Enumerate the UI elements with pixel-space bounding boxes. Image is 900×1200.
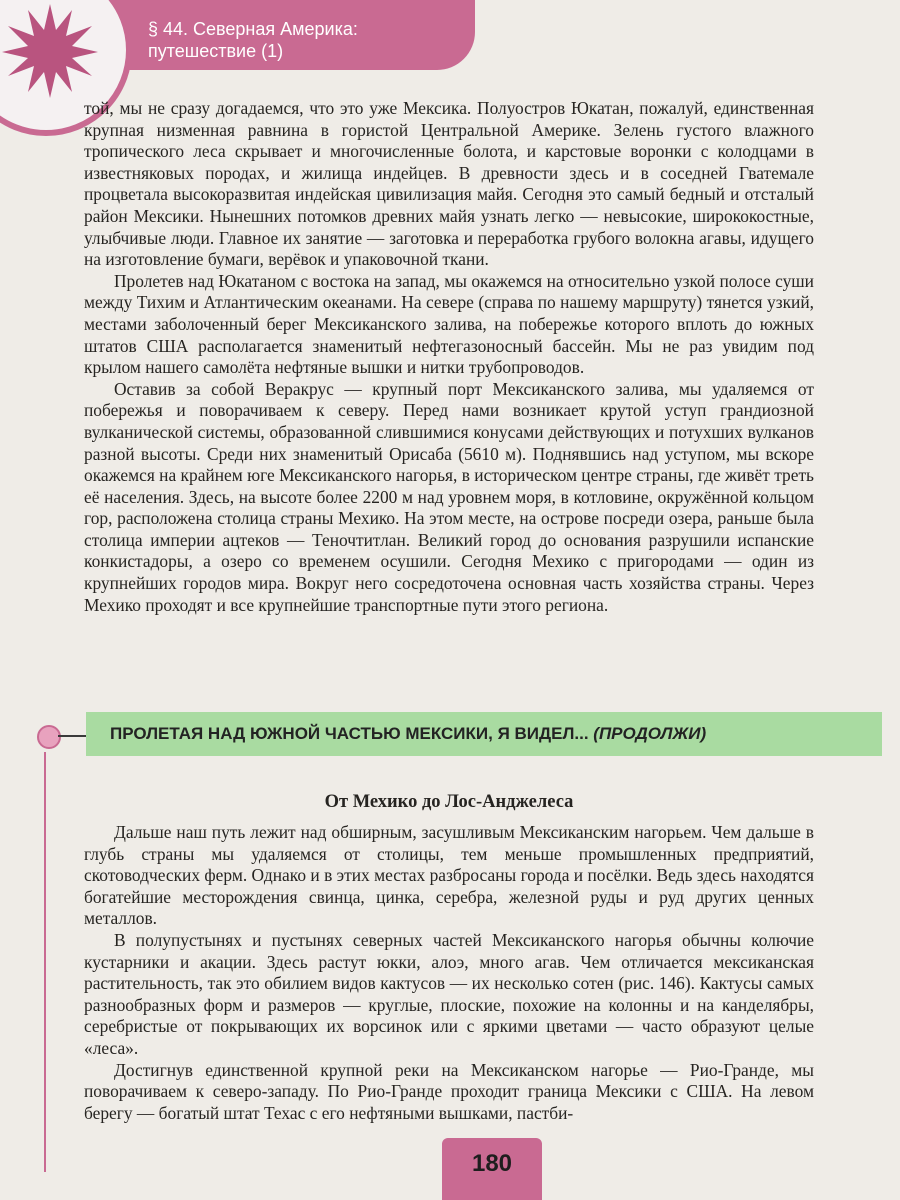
page-number: 180 bbox=[471, 1150, 513, 1177]
page-number-tab bbox=[442, 1138, 542, 1200]
paragraph: Пролетев над Юкатаном с востока на запад, мы окажемся на относительно узкой полосе суши между Тихим и Атлантическим океанами. На севере (справа по нашему маршруту) тянется узкий, местами заболоченный берег Мексиканского залива, на побережье которого вплоть до южных штатов США располагается знаменитый нефтегазоносный бассейн. Мы не раз увидим под крылом нашего самолёта нефтяные вышки и нитки трубопроводов. bbox=[84, 270, 814, 378]
task-banner bbox=[86, 712, 882, 756]
task-marker-icon bbox=[37, 725, 61, 749]
star-icon bbox=[0, 0, 100, 100]
subsection-heading: От Мехико до Лос-Анджелеса bbox=[324, 792, 574, 812]
text-block-bottom bbox=[84, 822, 814, 1124]
task-connector-line bbox=[58, 735, 88, 737]
paragraph: Дальше наш путь лежит над обширным, засушливым Мексиканским нагорьем. Чем дальше в глубь страны мы удаляемся от столицы, тем меньше промышленных предприятий, скотоводческих ферм. Однако и в этих местах разбросаны города и посёлки. Ведь здесь находятся богатейшие месторождения свинца, цинка, серебра, железной руды и руд других ценных металлов. bbox=[84, 822, 814, 929]
side-rule bbox=[44, 752, 46, 1172]
paragraph: той, мы не сразу догадаемся, что это уже Мексика. Полуостров Юкатан, пожалуй, единственная крупная низменная равнина в гористой Центральной Америке. Зелень густого влажного тропического леса скрывает и многочисленные болота, и карстовые воронки с колодцами в известняковых породах, и жилища индейцев. В древности здесь и в соседней Гватемале процветала высокоразвитая индейская цивилизация майя. Сегодня это самый бедный и отсталый район Мексики. Нынешних потомков древних майя узнать легко — невысокие, ширококостные, улыбчивые люди. Главное их занятие — заготовка и переработка грубого волокна агавы, идущего на изготовление бумаги, верёвок и упаковочной ткани. bbox=[84, 98, 814, 270]
task-note: (ПРОДОЛЖИ) bbox=[593, 724, 707, 743]
paragraph: Оставив за собой Веракрус — крупный порт Мексиканского залива, мы удаляемся от побережья и поворачиваем к северу. Перед нами возникает крутой уступ грандиозной вулканической системы, образованной слившимися конусами действующих и потухших вулканов разной высоты. Среди них знаменитый Орисаба (5610 м). Поднявшись над уступом, мы вскоре окажемся на крайнем юге Мексиканского нагорья, в историческом центре страны, где живёт треть её населения. Здесь, на высоте более 2200 м над уровнем моря, в котловине, окружённой кольцом гор, расположена столица страны Мехико. На этом месте, на острове посреди озера, раньше была столица империи ацтеков — Теночтитлан. Великий город до основания разрушили испанские конкистадоры, а озеро со временем осушили. Сегодня Мехико с пригородами — один из крупнейших городов мира. Вокруг него сосредоточена основная часть хозяйства страны. Через Мехико проходят и все крупнейшие транспортные пути этого региона. bbox=[84, 378, 814, 615]
section-title: § 44. Северная Америка: путешествие (1) bbox=[148, 19, 358, 61]
paragraph: Достигнув единственной крупной реки на Мексиканском нагорье — Рио-Гранде, мы поворачиваем к северо-западу. По Рио-Гранде проходит граница Мексики с США. На левом берегу — богатый штат Техас с его нефтяными вышками, пастби- bbox=[84, 1059, 814, 1123]
task-text bbox=[110, 724, 706, 744]
text-block-top bbox=[84, 98, 814, 616]
task-prompt: ПРОЛЕТАЯ НАД ЮЖНОЙ ЧАСТЬЮ МЕКСИКИ, Я ВИДЕЛ... bbox=[110, 724, 589, 743]
paragraph: В полупустынях и пустынях северных частей Мексиканского нагорья обычны колючие кустарники и акации. Здесь растут юкки, алоэ, много агав. Чем отличается мексиканская растительность, так это обилием видов кактусов — их несколько сотен (рис. 146). Кактусы самых разнообразных форм и размеров — круглые, плоские, похожие на колонны и на канделябры, серебристые от покрывающих их ворсинок или с яркими цветами — часто образуют целые «леса». bbox=[84, 929, 814, 1058]
